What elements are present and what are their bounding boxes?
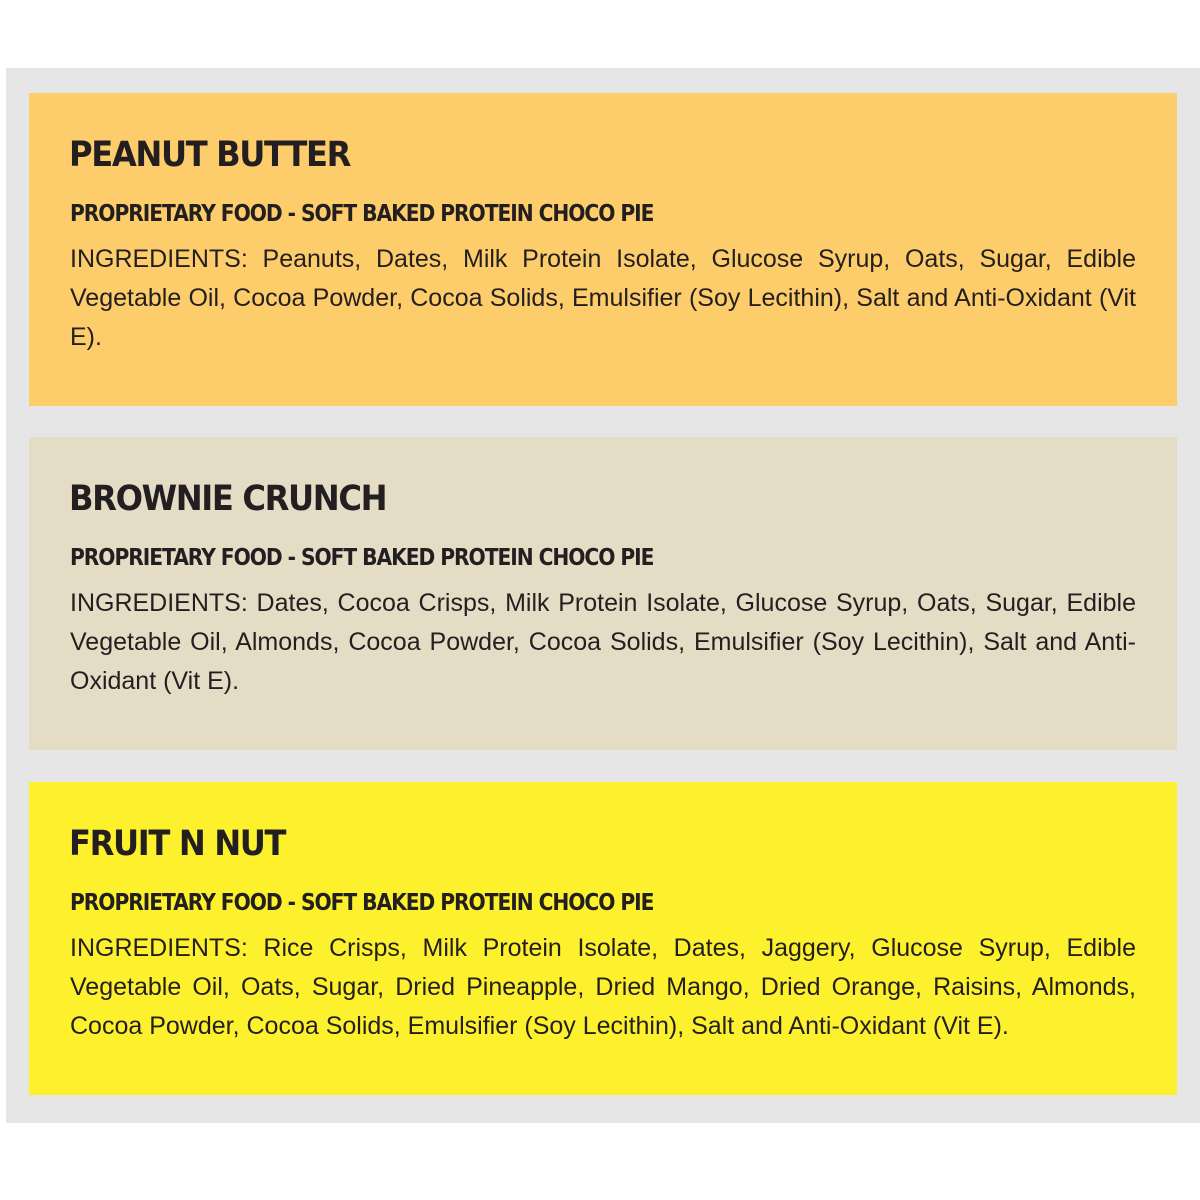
ingredients-text: INGREDIENTS: Peanuts, Dates, Milk Protein Isolate, Glucose Syrup, Oats, Sugar, Edible Vegetable Oil, Cocoa Powder, Cocoa Solids, Emulsifier (Soy Lecithin), Salt and Anti-Oxidant (Vit E).	[70, 245, 1136, 351]
flavor-title: FRUIT N NUT	[69, 824, 286, 864]
product-description: PROPRIETARY FOOD - SOFT BAKED PROTEIN CHOCO PIE	[70, 545, 654, 571]
flavor-card-fruit-n-nut	[29, 782, 1177, 1095]
ingredients-text: INGREDIENTS: Dates, Cocoa Crisps, Milk Protein Isolate, Glucose Syrup, Oats, Sugar, Edible Vegetable Oil, Almonds, Cocoa Powder, Cocoa Solids, Emulsifier (Soy Lecithin), Salt and Anti-Oxidant (Vit E).	[70, 589, 1136, 695]
product-description: PROPRIETARY FOOD - SOFT BAKED PROTEIN CHOCO PIE	[70, 201, 654, 227]
product-description: PROPRIETARY FOOD - SOFT BAKED PROTEIN CHOCO PIE	[70, 890, 654, 916]
flavor-title: PEANUT BUTTER	[69, 135, 351, 175]
flavor-card-peanut-butter	[29, 93, 1177, 406]
ingredients-text: INGREDIENTS: Rice Crisps, Milk Protein Isolate, Dates, Jaggery, Glucose Syrup, Edible Vegetable Oil, Oats, Sugar, Dried Pineapple, Dried Mango, Dried Orange, Raisins, Almonds, Cocoa Powder, Cocoa Solids, Emulsifier (Soy Lecithin), Salt and Anti-Oxidant (Vit E).	[70, 934, 1136, 1040]
flavor-title: BROWNIE CRUNCH	[69, 479, 387, 519]
flavor-card-brownie-crunch	[29, 437, 1177, 750]
